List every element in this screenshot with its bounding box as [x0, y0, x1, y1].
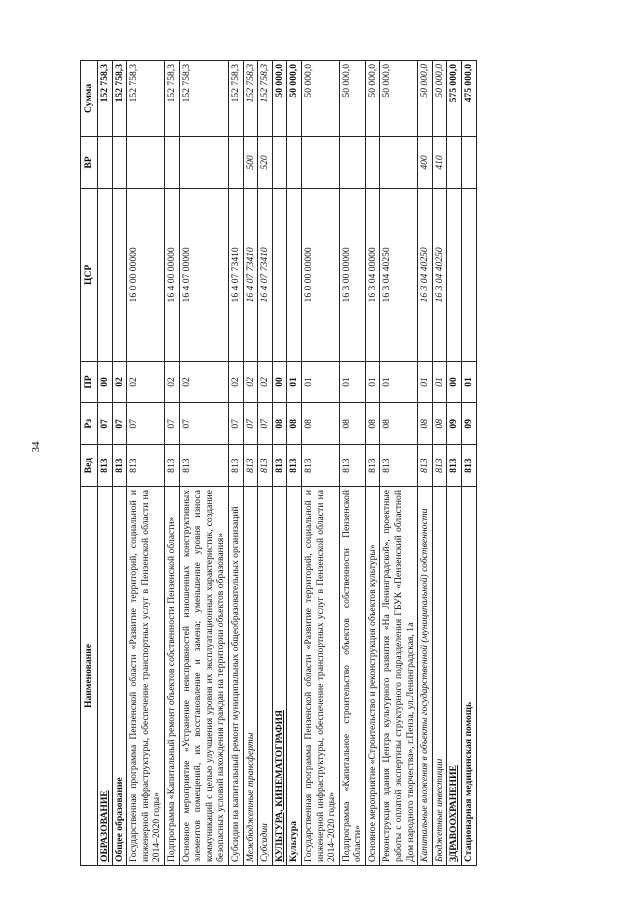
cell-name: Государственная программа Пензенской области «Развитие территорий, социальной и инженерной инфраструктуры, обеспечение транспортных услуг в Пензенской области на 2014–2020 годы»: [301, 487, 339, 866]
cell-pr: 02: [228, 361, 243, 403]
cell-csr: 16 3 04 00000: [365, 189, 380, 362]
cell-rz: 07: [98, 403, 113, 445]
cell-sum: 50 000,0: [287, 61, 302, 137]
cell-csr: [287, 189, 302, 362]
table-row: [380, 61, 418, 866]
cell-name: КУЛЬТУРА, КИНЕМАТОГРАФИЯ: [272, 487, 287, 866]
cell-ved: 813: [418, 445, 433, 487]
cell-ved: 813: [258, 445, 273, 487]
cell-ved: 813: [432, 445, 447, 487]
table-row: [365, 61, 380, 866]
cell-vr: [339, 136, 365, 188]
cell-ved: 813: [228, 445, 243, 487]
table-row: [98, 61, 113, 866]
cell-ved: 813: [127, 445, 165, 487]
table-header-row: [81, 61, 98, 866]
cell-name: Подпрограмма «Капитальное строительство объектов собственности Пензенской области»: [339, 487, 365, 866]
cell-pr: 01: [380, 361, 418, 403]
table-row: [127, 61, 165, 866]
header-rz: Рз: [81, 403, 98, 445]
table-row: [112, 61, 127, 866]
cell-ved: 813: [98, 445, 113, 487]
cell-name: ОБРАЗОВАНИЕ: [98, 487, 113, 866]
cell-rz: 07: [228, 403, 243, 445]
cell-vr: [301, 136, 339, 188]
cell-csr: 16 3 04 40250: [380, 189, 418, 362]
cell-sum: 50 000,0: [301, 61, 339, 137]
table-row: [339, 61, 365, 866]
cell-vr: [462, 136, 477, 188]
cell-csr: 16 0 00 00000: [127, 189, 165, 362]
cell-ved: 813: [287, 445, 302, 487]
cell-vr: [365, 136, 380, 188]
cell-rz: 08: [380, 403, 418, 445]
cell-pr: 02: [258, 361, 273, 403]
cell-csr: [272, 189, 287, 362]
cell-vr: [112, 136, 127, 188]
table-row: [228, 61, 243, 866]
cell-pr: 01: [462, 361, 477, 403]
cell-rz: 08: [287, 403, 302, 445]
cell-pr: 01: [339, 361, 365, 403]
rotated-page-content: [80, 60, 602, 866]
table-row: [301, 61, 339, 866]
cell-pr: 02: [243, 361, 258, 403]
table-row: [287, 61, 302, 866]
cell-pr: 01: [287, 361, 302, 403]
budget-table: [80, 60, 477, 866]
cell-sum: 152 758,3: [228, 61, 243, 137]
cell-sum: 152 758,3: [112, 61, 127, 137]
cell-name: Субсидии: [258, 487, 273, 866]
cell-name: Общее образование: [112, 487, 127, 866]
cell-rz: 07: [112, 403, 127, 445]
cell-csr: [98, 189, 113, 362]
table-row: [272, 61, 287, 866]
cell-pr: 02: [127, 361, 165, 403]
cell-sum: 50 000,0: [365, 61, 380, 137]
cell-sum: 152 758,3: [164, 61, 179, 137]
cell-name: Реконструкция здания Центра культурного развития «На Ленинградской», проектные работы с оплатой экспертизы структурного подразделения ГБУК «Пензенский областной Дом народного творчества», г.Пенза, ул.Ленинградская, 1а: [380, 487, 418, 866]
table-row: [462, 61, 477, 866]
cell-sum: 50 000,0: [339, 61, 365, 137]
cell-csr: 16 4 07 73410: [228, 189, 243, 362]
cell-vr: [447, 136, 462, 188]
header-ved: Вед: [81, 445, 98, 487]
cell-sum: 50 000,0: [418, 61, 433, 137]
cell-name: Государственная программа Пензенской области «Развитие территорий, социальной и инженерной инфраструктуры, обеспечение транспортных услуг в Пензенской области на 2014–2020 годы»: [127, 487, 165, 866]
cell-name: Субсидии на капитальный ремонт муниципальных общеобразовательных организаций: [228, 487, 243, 866]
table-body: [98, 61, 477, 866]
cell-csr: [462, 189, 477, 362]
cell-pr: 01: [301, 361, 339, 403]
cell-sum: 152 758,3: [127, 61, 165, 137]
cell-name: Основное мероприятие «Строительство и реконструкция объектов культуры»: [365, 487, 380, 866]
cell-rz: 08: [339, 403, 365, 445]
cell-name: Капитальные вложения в объекты государственной (муниципальной) собственности: [418, 487, 433, 866]
table-row: [164, 61, 179, 866]
header-csr: ЦСР: [81, 189, 98, 362]
cell-vr: [272, 136, 287, 188]
cell-csr: 16 3 00 00000: [339, 189, 365, 362]
cell-sum: 50 000,0: [380, 61, 418, 137]
cell-name: Культура: [287, 487, 302, 866]
cell-rz: 07: [127, 403, 165, 445]
cell-rz: 07: [179, 403, 228, 445]
cell-ved: 813: [243, 445, 258, 487]
cell-csr: 16 4 07 73410: [258, 189, 273, 362]
page-number: 34: [30, 441, 42, 453]
cell-sum: 50 000,0: [272, 61, 287, 137]
cell-csr: [447, 189, 462, 362]
cell-ved: 813: [272, 445, 287, 487]
cell-csr: 16 4 00 00000: [164, 189, 179, 362]
cell-ved: 813: [365, 445, 380, 487]
cell-pr: 00: [272, 361, 287, 403]
cell-rz: 09: [447, 403, 462, 445]
cell-pr: 00: [447, 361, 462, 403]
cell-sum: 152 758,3: [98, 61, 113, 137]
cell-name: Основное мероприятие «Устранение неисправностей изношенных конструктивных элементов помещений, их восстановление и замена; уменьшение уровня износа коммуникаций с целью улучшения уровня их эксплуатационных характеристик, создание безопасных условий нахождения граждан на территории объектов образования»: [179, 487, 228, 866]
header-vr: ВР: [81, 136, 98, 188]
cell-vr: 500: [243, 136, 258, 188]
cell-pr: 01: [365, 361, 380, 403]
cell-rz: 07: [243, 403, 258, 445]
cell-rz: 07: [258, 403, 273, 445]
cell-vr: 400: [418, 136, 433, 188]
cell-rz: 08: [418, 403, 433, 445]
cell-name: Стационарная медицинская помощь: [462, 487, 477, 866]
cell-vr: [179, 136, 228, 188]
table-container: [80, 60, 602, 866]
cell-vr: [98, 136, 113, 188]
cell-pr: 02: [179, 361, 228, 403]
cell-name: Бюджетные инвестиции: [432, 487, 447, 866]
cell-pr: 02: [164, 361, 179, 403]
cell-ved: 813: [447, 445, 462, 487]
cell-csr: [112, 189, 127, 362]
cell-sum: 50 000,0: [432, 61, 447, 137]
header-name: Наименование: [81, 487, 98, 866]
table-row: [418, 61, 433, 866]
cell-sum: 475 000,0: [462, 61, 477, 137]
cell-ved: 813: [462, 445, 477, 487]
cell-ved: 813: [339, 445, 365, 487]
table-row: [258, 61, 273, 866]
cell-rz: 08: [365, 403, 380, 445]
cell-csr: 16 3 04 40250: [418, 189, 433, 362]
table-row: [179, 61, 228, 866]
cell-ved: 813: [301, 445, 339, 487]
cell-ved: 813: [164, 445, 179, 487]
cell-name: Межбюджетные трансферты: [243, 487, 258, 866]
cell-csr: 16 4 07 73410: [243, 189, 258, 362]
cell-vr: [380, 136, 418, 188]
header-pr: ПР: [81, 361, 98, 403]
cell-vr: [164, 136, 179, 188]
cell-name: Подпрограмма «Капитальный ремонт объектов собственности Пензенской области»: [164, 487, 179, 866]
cell-rz: 08: [272, 403, 287, 445]
cell-rz: 08: [432, 403, 447, 445]
cell-rz: 07: [164, 403, 179, 445]
header-sum: Сумма: [81, 61, 98, 137]
cell-sum: 152 758,3: [179, 61, 228, 137]
cell-csr: 16 3 04 40250: [432, 189, 447, 362]
cell-rz: 09: [462, 403, 477, 445]
cell-ved: 813: [112, 445, 127, 487]
cell-pr: 00: [98, 361, 113, 403]
cell-sum: 575 000,0: [447, 61, 462, 137]
cell-vr: [127, 136, 165, 188]
cell-vr: 520: [258, 136, 273, 188]
cell-sum: 152 758,3: [258, 61, 273, 137]
table-row: [432, 61, 447, 866]
cell-pr: 02: [112, 361, 127, 403]
cell-pr: 01: [432, 361, 447, 403]
cell-csr: 16 0 00 00000: [301, 189, 339, 362]
cell-name: ЗДРАВООХРАНЕНИЕ: [447, 487, 462, 866]
table-row: [243, 61, 258, 866]
cell-ved: 813: [380, 445, 418, 487]
cell-sum: 152 758,3: [243, 61, 258, 137]
cell-pr: 01: [418, 361, 433, 403]
cell-csr: 16 4 07 00000: [179, 189, 228, 362]
table-row: [447, 61, 462, 866]
cell-vr: 410: [432, 136, 447, 188]
cell-rz: 08: [301, 403, 339, 445]
cell-vr: [228, 136, 243, 188]
cell-vr: [287, 136, 302, 188]
cell-ved: 813: [179, 445, 228, 487]
